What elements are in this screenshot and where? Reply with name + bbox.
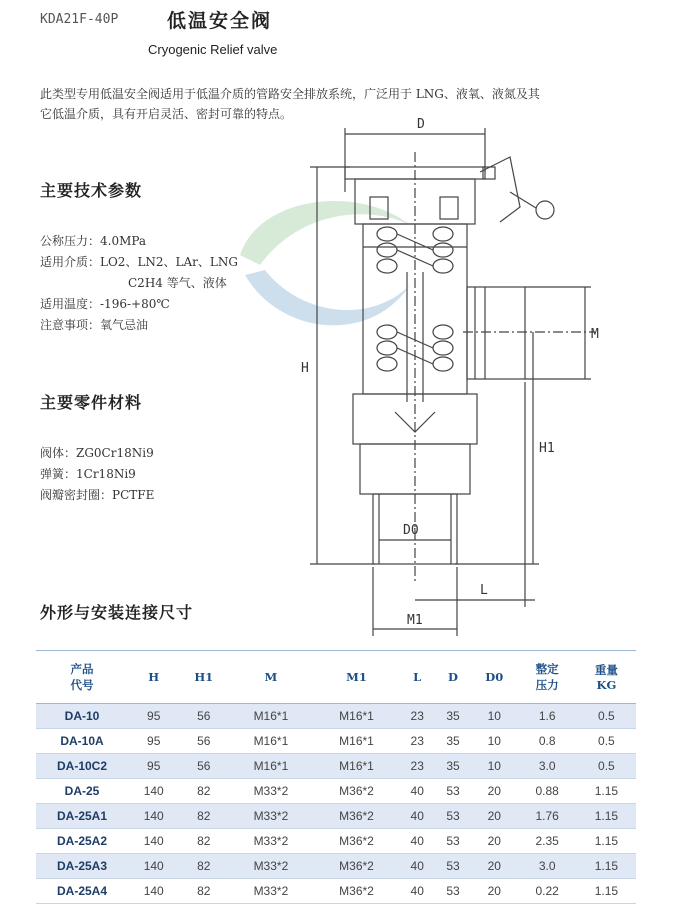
- model-number: KDA21F-40P: [40, 12, 119, 27]
- table-cell: 53: [435, 854, 471, 879]
- table-cell: 56: [179, 704, 228, 729]
- table-cell: 20: [471, 854, 518, 879]
- product-code-cell: DA-10A: [36, 729, 128, 754]
- header-line-1: D: [448, 670, 459, 684]
- header-line-1: H: [148, 670, 160, 684]
- table-cell: 1.15: [577, 879, 636, 904]
- table-cell: 3.0: [518, 754, 577, 779]
- table-cell: 0.5: [577, 704, 636, 729]
- table-cell: 95: [128, 729, 179, 754]
- header-line-1: 整定: [535, 662, 559, 676]
- materials-heading: 主要零件材料: [40, 393, 143, 412]
- table-cell: M16*1: [314, 754, 400, 779]
- table-cell: 0.5: [577, 754, 636, 779]
- table-row: [36, 704, 636, 729]
- product-code-cell: DA-25: [36, 779, 128, 804]
- table-cell: 23: [399, 729, 435, 754]
- spec-table: [36, 650, 636, 904]
- dim-label-d0: D0: [403, 523, 419, 538]
- product-code-cell: DA-25A1: [36, 804, 128, 829]
- table-cell: M36*2: [314, 879, 400, 904]
- table-cell: M16*1: [228, 754, 314, 779]
- table-cell: 140: [128, 829, 179, 854]
- table-cell: M36*2: [314, 854, 400, 879]
- param-medium: 适用介质：LO2、LN2、LAr、LNG: [40, 255, 238, 269]
- page-subtitle: Cryogenic Relief valve: [148, 42, 278, 57]
- table-cell: 10: [471, 729, 518, 754]
- table-cell: 95: [128, 704, 179, 729]
- table-cell: 40: [399, 829, 435, 854]
- table-cell: 35: [435, 729, 471, 754]
- header-line-2: KG: [596, 678, 617, 692]
- table-cell: M16*1: [228, 729, 314, 754]
- table-cell: 140: [128, 804, 179, 829]
- table-cell: M33*2: [228, 879, 314, 904]
- table-cell: 140: [128, 879, 179, 904]
- header-line-1: M: [264, 670, 278, 684]
- table-header-cell: [518, 651, 577, 704]
- table-header-cell: [399, 651, 435, 704]
- table-cell: 20: [471, 779, 518, 804]
- header-line-2: 代号: [70, 678, 94, 692]
- table-cell: M33*2: [228, 779, 314, 804]
- table-header-cell: [435, 651, 471, 704]
- table-cell: 40: [399, 779, 435, 804]
- table-cell: 35: [435, 754, 471, 779]
- dim-label-l: L: [480, 583, 488, 598]
- product-code-cell: DA-10: [36, 704, 128, 729]
- table-cell: M36*2: [314, 829, 400, 854]
- header-line-1: 产品: [70, 662, 94, 676]
- table-cell: 10: [471, 754, 518, 779]
- table-header-cell: [314, 651, 400, 704]
- param-medium-cont: C2H4 等气、液体: [128, 276, 227, 290]
- table-cell: 53: [435, 879, 471, 904]
- table-cell: 1.15: [577, 854, 636, 879]
- table-cell: 23: [399, 754, 435, 779]
- table-cell: 1.15: [577, 804, 636, 829]
- param-note: 注意事项：氧气忌油: [40, 318, 149, 332]
- table-cell: M33*2: [228, 804, 314, 829]
- tech-params-heading: 主要技术参数: [40, 181, 143, 200]
- table-cell: M36*2: [314, 804, 400, 829]
- table-cell: 95: [128, 754, 179, 779]
- table-header-row: [36, 651, 636, 704]
- table-cell: M16*1: [314, 704, 400, 729]
- table-cell: 0.8: [518, 729, 577, 754]
- table-cell: 0.22: [518, 879, 577, 904]
- table-header-cell: [228, 651, 314, 704]
- product-code-cell: DA-25A3: [36, 854, 128, 879]
- dimensions-heading: 外形与安装连接尺寸: [40, 603, 194, 622]
- table-row: [36, 729, 636, 754]
- table-row: [36, 804, 636, 829]
- table-cell: M36*2: [314, 779, 400, 804]
- table-cell: 82: [179, 879, 228, 904]
- table-body: [36, 704, 636, 904]
- table-cell: 35: [435, 704, 471, 729]
- table-row: [36, 879, 636, 904]
- param-pressure: 公称压力：4.0MPa: [40, 234, 147, 248]
- table-cell: 20: [471, 804, 518, 829]
- table-cell: M16*1: [228, 704, 314, 729]
- table-cell: 82: [179, 804, 228, 829]
- dim-label-d: D: [417, 117, 425, 132]
- header-line-1: H1: [194, 670, 214, 684]
- table-header-cell: [471, 651, 518, 704]
- table-cell: 40: [399, 879, 435, 904]
- page-title: 低温安全阀: [167, 10, 273, 32]
- table-cell: 1.76: [518, 804, 577, 829]
- table-cell: 23: [399, 704, 435, 729]
- table-cell: 40: [399, 804, 435, 829]
- table-cell: 56: [179, 754, 228, 779]
- product-code-cell: DA-10C2: [36, 754, 128, 779]
- table-cell: 1.6: [518, 704, 577, 729]
- dim-label-m1: M1: [407, 613, 423, 628]
- table-cell: 20: [471, 829, 518, 854]
- table-cell: 82: [179, 829, 228, 854]
- table-row: [36, 829, 636, 854]
- param-temperature: 适用温度：-196-+80℃: [40, 297, 170, 311]
- table-cell: 53: [435, 804, 471, 829]
- intro-line-2: 它低温介质，具有开启灵活、密封可靠的特点。: [40, 107, 293, 121]
- header-line-1: L: [413, 670, 422, 684]
- table-cell: 140: [128, 854, 179, 879]
- table-cell: M16*1: [314, 729, 400, 754]
- table-header-cell: [577, 651, 636, 704]
- material-spring: 弹簧：1Cr18Ni9: [40, 467, 136, 481]
- table-cell: M33*2: [228, 854, 314, 879]
- table-header-cell: [36, 651, 128, 704]
- dim-label-h1: H1: [539, 441, 555, 456]
- material-body: 阀体：ZG0Cr18Ni9: [40, 446, 154, 460]
- table-header-cell: [179, 651, 228, 704]
- header-line-2: 压力: [535, 678, 559, 692]
- header-line-1: 重量: [594, 663, 618, 677]
- product-code-cell: DA-25A4: [36, 879, 128, 904]
- table-row: [36, 779, 636, 804]
- table-cell: M33*2: [228, 829, 314, 854]
- table-cell: 140: [128, 779, 179, 804]
- table-cell: 1.15: [577, 779, 636, 804]
- table-cell: 0.5: [577, 729, 636, 754]
- table-cell: 82: [179, 854, 228, 879]
- table-row: [36, 754, 636, 779]
- table-cell: 40: [399, 854, 435, 879]
- table-row: [36, 854, 636, 879]
- table-cell: 3.0: [518, 854, 577, 879]
- header-line-1: M1: [346, 670, 367, 684]
- table-cell: 0.88: [518, 779, 577, 804]
- table-cell: 2.35: [518, 829, 577, 854]
- valve-drawing: [295, 112, 630, 642]
- table-header-cell: [128, 651, 179, 704]
- table-cell: 53: [435, 779, 471, 804]
- table-cell: 53: [435, 829, 471, 854]
- dim-label-m: M: [591, 327, 599, 342]
- table-cell: 82: [179, 779, 228, 804]
- header-line-1: D0: [485, 670, 504, 684]
- material-seal: 阀瓣密封圈：PCTFE: [40, 488, 155, 502]
- table-cell: 20: [471, 879, 518, 904]
- table-cell: 10: [471, 704, 518, 729]
- product-code-cell: DA-25A2: [36, 829, 128, 854]
- dim-label-h: H: [301, 361, 309, 376]
- intro-line-1: 此类型专用低温安全阀适用于低温介质的管路安全排放系统，广泛用于 LNG、液氧、液氮及其: [40, 87, 540, 101]
- table-cell: 1.15: [577, 829, 636, 854]
- table-cell: 56: [179, 729, 228, 754]
